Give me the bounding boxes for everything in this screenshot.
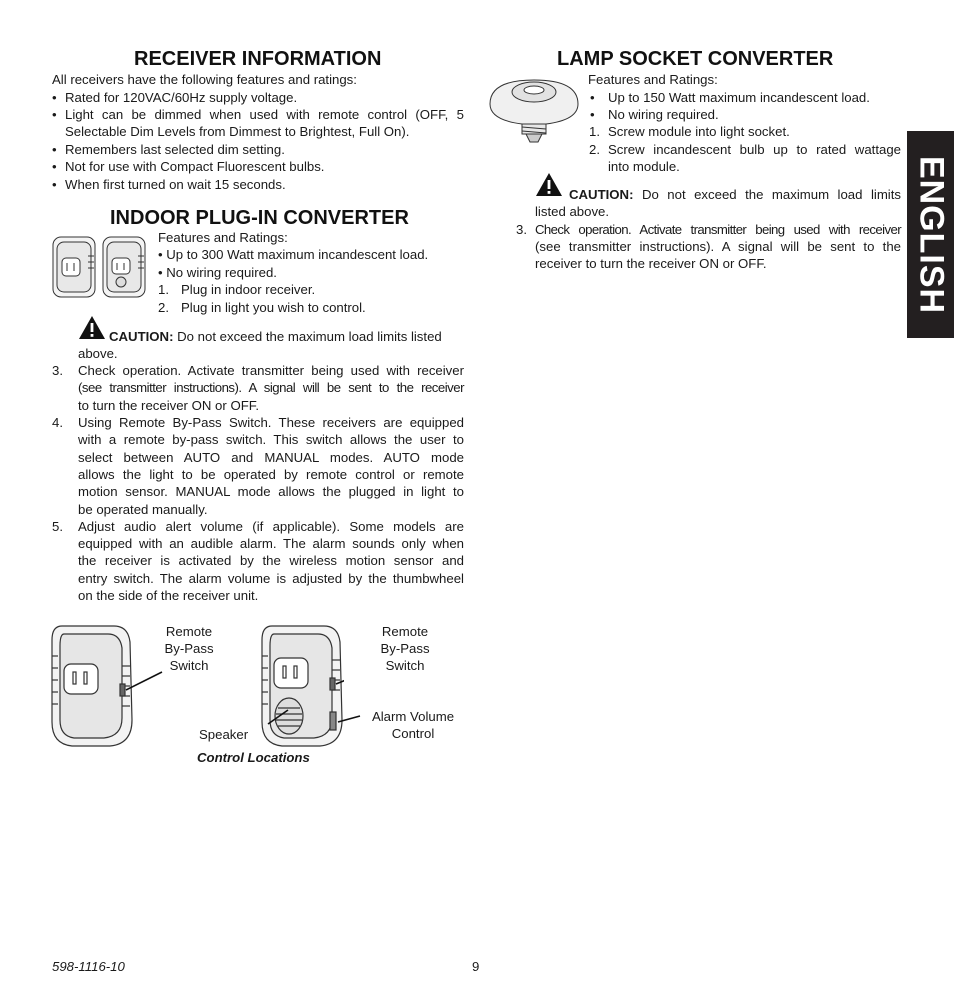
lamp-caution [569,186,901,203]
indoor-step-4-num: 4. [52,415,63,430]
lamp-step-3-num: 3. [516,222,527,237]
receiver-information-heading: RECEIVER INFORMATION [134,48,382,70]
alarm-volume-label [362,708,464,742]
bullet-dot: • [590,90,595,105]
lamp-feature-2: No wiring required. [608,107,719,122]
bullet-dot: • [52,107,57,122]
lamp-step-2-num: 2. [589,142,600,157]
label-line: Alarm Volume [371,709,455,724]
indoor-step-5-line3: the receiver is activated by the wireless motion sensor and [78,553,464,568]
lamp-step-3-line1: Check operation. Activate transmitter being used with receiver [535,222,901,237]
remote-bypass-label-1 [150,623,228,675]
caution-label: CAUTION: [569,187,634,202]
receiver-intro: All receivers have the following features and ratings: [52,72,357,87]
indoor-step-2: Plug in light you wish to control. [181,300,366,315]
warning-triangle-icon [535,172,563,197]
speaker-label: Speaker [199,727,249,742]
indoor-step-4-line4: allows the light to be operated by remote control or remote [78,467,464,482]
lamp-step-1: Screw module into light socket. [608,124,790,139]
indoor-caution-text-2: above. [78,346,118,361]
label-line: By-Pass [164,641,214,657]
lamp-step-1-num: 1. [589,124,600,139]
bullet-dot: • [52,177,57,192]
indoor-step-5-num: 5. [52,519,63,534]
indoor-step-3-line3: to turn the receiver ON or OFF. [78,398,260,413]
lamp-step-2-line2: into module. [608,159,680,174]
indoor-step-3-line1: Check operation. Activate transmitter being used with receiver [78,363,464,378]
indoor-feature-1: • Up to 300 Watt maximum incandescent load. [158,247,429,262]
language-tab-label: ENGLISH [912,155,951,314]
indoor-step-2-num: 2. [158,300,169,315]
receiver-feature-5: When first turned on wait 15 seconds. [65,177,286,192]
label-line: Control [391,726,435,742]
bullet-dot: • [52,142,57,157]
indoor-step-5-line5: on the side of the receiver unit. [78,588,259,603]
lamp-socket-heading: LAMP SOCKET CONVERTER [557,48,834,70]
indoor-step-3-line2: (see transmitter instructions). A signal will be sent to the receiver [78,380,464,395]
lamp-socket-illustration [486,74,582,146]
page-number: 9 [472,959,480,974]
indoor-plugin-heading: INDOOR PLUG-IN CONVERTER [110,207,409,229]
bullet-dot: • [52,90,57,105]
lamp-caution-text: Do not exceed the maximum load limits [641,187,901,202]
figure-caption: Control Locations [197,750,310,765]
label-line: By-Pass [380,641,430,657]
indoor-step-5-line2: equipped with an audible alarm. The alarm sounds only when [78,536,464,551]
indoor-step-4-line1: Using Remote By-Pass Switch. These receivers are equipped [78,415,464,430]
lamp-step-2-line1: Screw incandescent bulb up to rated wattage [608,142,901,157]
indoor-step-1: Plug in indoor receiver. [181,282,316,297]
lamp-step-3-line2: (see transmitter instructions). A signal will be sent to the [535,239,901,254]
indoor-step-4-line6: be operated manually. [78,502,208,517]
indoor-step-4-line2: with a remote by-pass switch. This switch allows the user to [78,432,464,447]
warning-triangle-icon [78,315,106,340]
lamp-step-3-line3: receiver to turn the receiver ON or OFF. [535,256,767,271]
indoor-receivers-illustration [50,234,150,300]
language-side-tab [907,131,954,338]
label-line: Remote [381,624,429,639]
indoor-step-4-line3: select between AUTO and MANUAL modes. AUTO mode [78,450,464,465]
indoor-step-4-line5: motion sensor. MANUAL mode allows the plugged in light to [78,484,464,499]
lamp-feature-1: Up to 150 Watt maximum incandescent load. [608,90,870,105]
receiver-feature-2-line2: Selectable Dim Levels from Dimmest to Brightest, Full On). [65,124,410,139]
receiver-feature-4: Not for use with Compact Fluorescent bulbs. [65,159,325,174]
bullet-dot: • [590,107,595,122]
indoor-step-5-line4: entry switch. The alarm volume is adjusted by the thumbwheel [78,571,464,586]
label-line: Switch [169,658,209,674]
indoor-caution-text: Do not exceed the maximum load limits listed [177,329,442,344]
lamp-features-label: Features and Ratings: [588,72,718,87]
receiver-feature-2-line1: Light can be dimmed when used with remote control (OFF, 5 [65,107,464,122]
lamp-caution-text-2: listed above. [535,204,610,219]
indoor-caution [109,328,442,345]
indoor-step-5-line1: Adjust audio alert volume (if applicable). Some models are [78,519,464,534]
indoor-features-label: Features and Ratings: [158,230,288,245]
receiver-feature-1: Rated for 120VAC/60Hz supply voltage. [65,90,298,105]
label-line: Switch [385,658,425,674]
receiver-feature-3: Remembers last selected dim setting. [65,142,285,157]
remote-bypass-label-2 [366,623,444,675]
indoor-feature-2: • No wiring required. [158,265,277,280]
indoor-step-1-num: 1. [158,282,169,297]
bullet-dot: • [52,159,57,174]
label-line: Remote [165,624,213,639]
caution-label: CAUTION: [109,329,174,344]
document-number: 598-1116-10 [52,959,125,974]
indoor-step-3-num: 3. [52,363,63,378]
